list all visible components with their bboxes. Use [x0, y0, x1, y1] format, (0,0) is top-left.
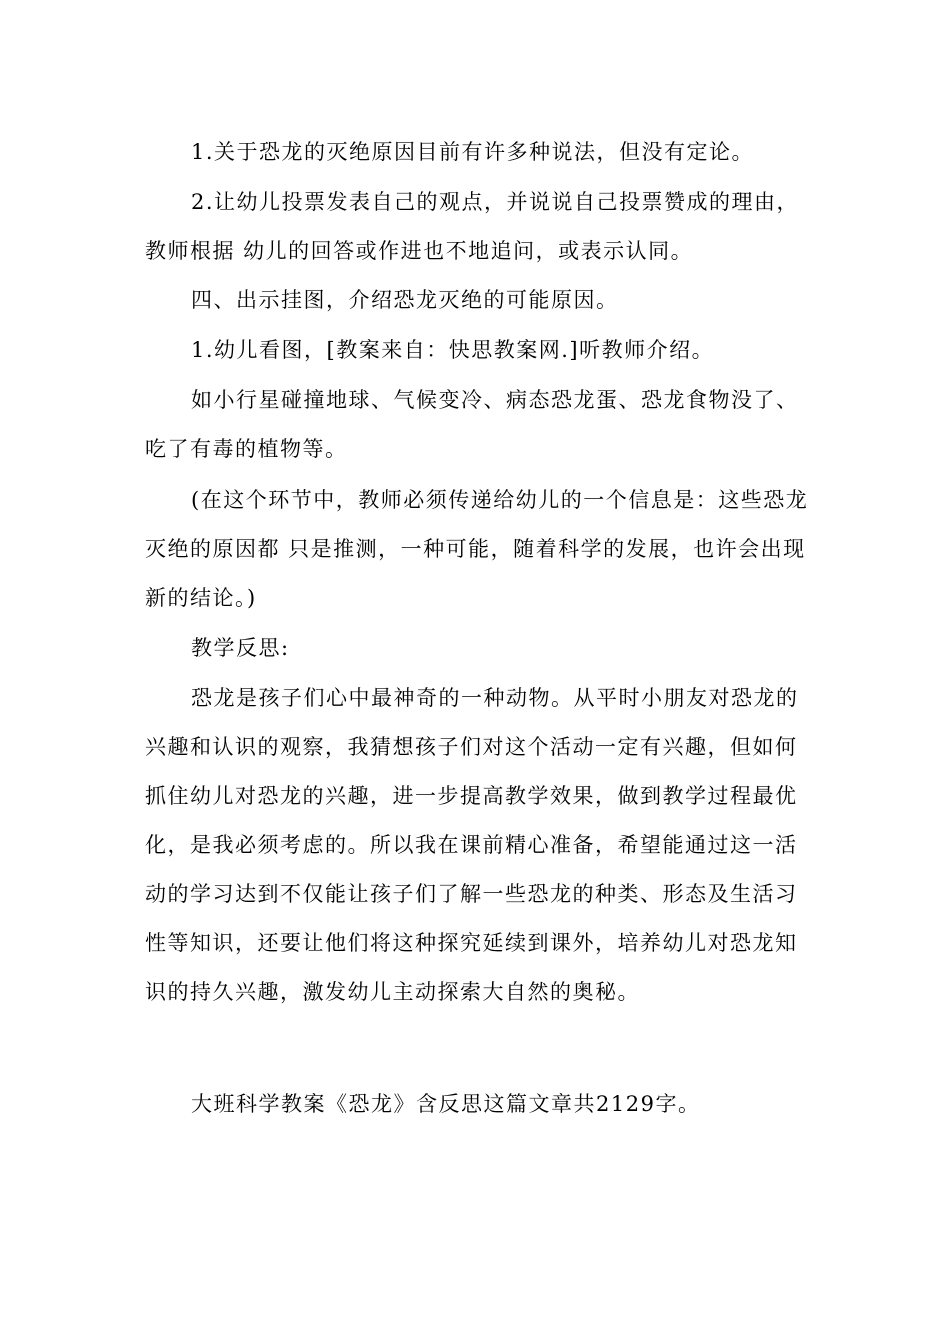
paragraph-8: [145, 674, 815, 1017]
text-line: 动的学习达到不仅能让孩子们了解一些恐龙的种类、形态及生活习: [145, 882, 798, 906]
text-line: 四、出示挂图，介绍恐龙灭绝的可能原因。: [191, 288, 619, 312]
text-line: 灭绝的原因都 只是推测，一种可能，随着科学的发展，也许会出现: [145, 537, 806, 561]
text-line: 性等知识，还要让他们将这种探究延续到课外，培养幼儿对恐龙知: [145, 931, 798, 955]
text-line: 识的持久兴趣，激发幼儿主动探索大自然的奥秘。: [145, 980, 640, 1004]
text-line: 如小行星碰撞地球、气候变冷、病态恐龙蛋、恐龙食物没了、: [191, 388, 799, 412]
paragraph-3: [145, 276, 815, 325]
text-line: (在这个环节中，教师必须传递给幼儿的一个信息是：这些恐龙: [191, 488, 809, 512]
text-line: 抓住幼儿对恐龙的兴趣，进一步提高教学效果，做到教学过程最优: [145, 784, 798, 808]
paragraph-7: [145, 624, 815, 673]
paragraph-2: [145, 178, 815, 276]
text-line: 1.幼儿看图，[教案来自：快思教案网.]听教师介绍。: [191, 338, 715, 362]
paragraph-6: [145, 476, 815, 623]
paragraph-4: [145, 326, 815, 375]
paragraph-5: [145, 376, 815, 474]
text-line: 教学反思:: [191, 636, 290, 660]
text-line: 2.让幼儿投票发表自己的观点，并说说自己投票赞成的理由，: [191, 190, 800, 214]
text-line: 化，是我必须考虑的。所以我在课前精心准备，希望能通过这一活: [145, 833, 798, 857]
text-line: 教师根据 幼儿的回答或作进也不地追问，或表示认同。: [145, 239, 694, 263]
text-line: 1.关于恐龙的灭绝原因目前有许多种说法，但没有定论。: [191, 140, 755, 164]
text-line: 兴趣和认识的观察，我猜想孩子们对这个活动一定有兴趣，但如何: [145, 735, 798, 759]
paragraph-1: [145, 128, 815, 177]
paragraph-9: [145, 1080, 815, 1129]
text-line: 新的结论。): [145, 586, 257, 610]
word-count-line: 大班科学教案《恐龙》含反思这篇文章共2129字。: [191, 1092, 701, 1116]
text-line: 恐龙是孩子们心中最神奇的一种动物。从平时小朋友对恐龙的: [191, 686, 799, 710]
text-line: 吃了有毒的植物等。: [145, 437, 348, 461]
